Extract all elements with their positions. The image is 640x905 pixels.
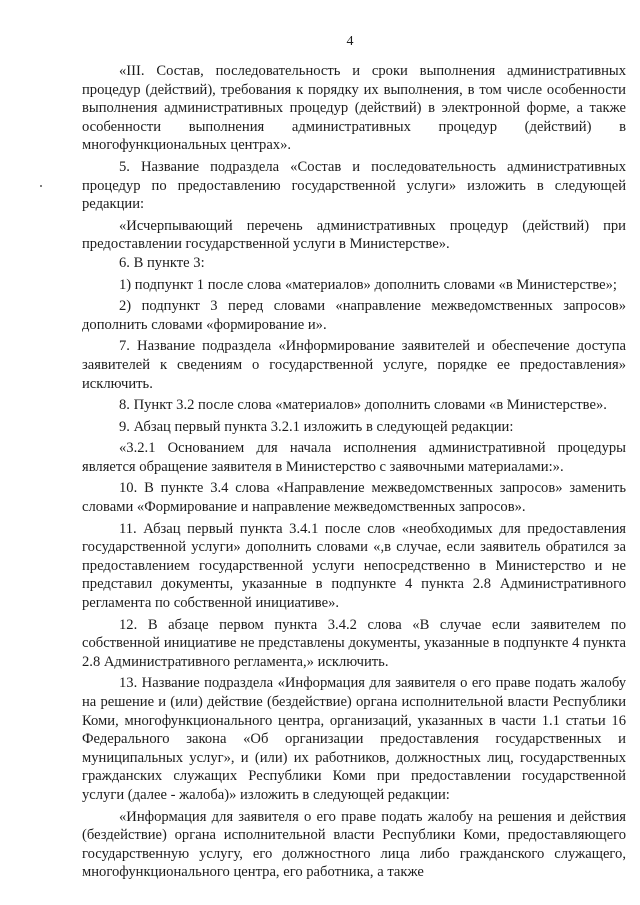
paragraph-item-6-sub-1: 1) подпункт 1 после слова «материалов» дополнить словами «в Министерстве»; [119, 276, 617, 293]
document-body [82, 62, 626, 882]
paragraph-item-6-sub-2: 2) подпункт 3 перед словами «направление межведомственных запросов» дополнить словами «формирование и». [82, 298, 626, 333]
page-number: 4 [346, 34, 354, 49]
paragraph-section-3-title: «III. Состав, последовательность и сроки выполнения административных процедур (действий), требования к порядку их выполнения, в том числе особенности выполнения административных процедур (действий) в электронной форме, а также особенности выполнения административных процедур (действий) в многофункциональных центрах». [82, 63, 626, 154]
paragraph-item-5-new-wording: «Исчерпывающий перечень административных процедур (действий) при предоставлении государственной услуги в Министерстве». [82, 217, 626, 253]
paragraph-item-13: 13. Название подраздела «Информация для заявителя о его праве подать жалобу на решение и (или) действие (бездействие) органа исполнительной власти Республики Коми, многофункционального центра, организаций, указанных в части 1.1 статьи 16 Федерального закона «Об организации предоставления государственных и муниципальных услуг», и (или) их работников, должностных лиц, государственных гражданских служащих Республики Коми при предоставлении государственной услуги (далее - жалоба)» изложить в следующей редакции: [82, 675, 626, 803]
paragraph-item-9: 9. Абзац первый пункта 3.2.1 изложить в следующей редакции: [119, 418, 514, 435]
paragraph-item-12: 12. В абзаце первом пункта 3.4.2 слова «В случае если заявителем по собственной инициативе не представлены документы, указанные в подпункте 4 пункта 2.8 Административного регламента,» исключить. [82, 616, 626, 670]
scan-speck [40, 185, 42, 187]
paragraph-item-11: 11. Абзац первый пункта 3.4.1 после слов «необходимых для предоставления государственной услуги» дополнить словами «,в случае, если заявитель обратился за предоставлением государственной услуги непосредственно в Министерство и не представил документы, указанные в подпункте 4 пункта 2.8 Административного регламента по собственной инициативе». [82, 520, 626, 612]
paragraph-item-9-new-wording: «3.2.1 Основанием для начала исполнения административной процедуры является обращение заявителя в Министерство с заявочными материалами:». [82, 440, 626, 475]
paragraph-item-5: 5. Название подраздела «Состав и последовательность административных процедур по предоставлению государственной услуги» изложить в следующей редакции: [82, 158, 626, 213]
paragraph-item-13-new-wording: «Информация для заявителя о его праве подать жалобу на решения и действия (бездействие) органа исполнительной власти Республики Коми, предоставляющего государственную услугу, его должностного лица либо гражданского служащего, многофункционального центра, его работника, а также [82, 808, 626, 881]
paragraph-item-10: 10. В пункте 3.4 слова «Направление межведомственных запросов» заменить словами «Формирование и направление межведомственных запросов». [82, 480, 626, 516]
paragraph-item-7: 7. Название подраздела «Информирование заявителей и обеспечение доступа заявителей к сведениям о государственной услуге, порядке ее предоставления» исключить. [82, 338, 626, 392]
paragraph-item-8: 8. Пункт 3.2 после слова «материалов» дополнить словами «в Министерстве». [119, 397, 607, 414]
paragraph-item-6: 6. В пункте 3: [119, 254, 205, 271]
